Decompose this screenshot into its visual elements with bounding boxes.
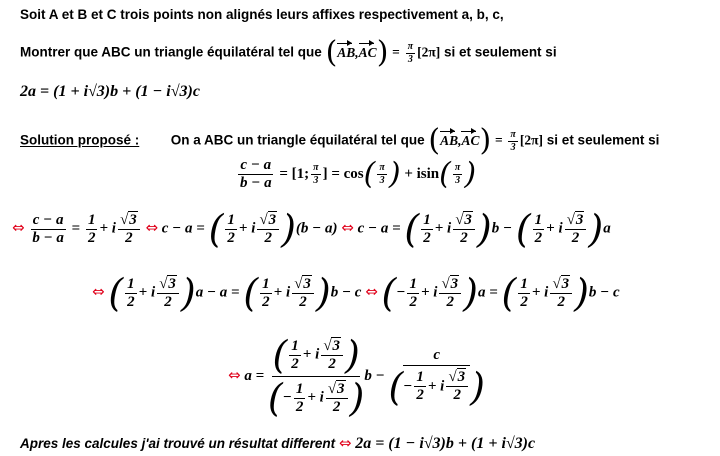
target-equation: 2a = (1 + i√3)b + (1 − i√3)c — [20, 83, 200, 100]
final-text: Apres les calcules j'ai trouvé un résultat different — [20, 436, 336, 451]
solution-line: Solution proposé : On a ABC un triangle équilatéral tel que (AB,AC) = $\frac{\pi}{3}$ [2π] si et seulement si — [20, 123, 660, 158]
question-line: Montrer que ABC un triangle équilatéral tel que (AB,AC) = $\frac{\pi}{3}$ [2π] si et seulement si — [20, 35, 557, 70]
angle-vectors: AB,AC — [337, 44, 377, 60]
left-paren: ( — [325, 35, 338, 70]
final-equation: 2a = (1 − i√3)b + (1 + i√3)c — [355, 435, 536, 452]
solution-label: Solution proposé : — [20, 132, 140, 148]
statement-line: Soit A et B et C trois points non alignés leurs affixes respectivement a, b, c, — [20, 7, 504, 22]
final-line: Apres les calcules j'ai trouvé un résultat different ⇔ 2a = (1 − i√3)b + (1 + i√3)c — [20, 434, 536, 452]
vector-ab: AB — [337, 44, 356, 60]
question-text: Montrer que ABC un triangle équilatéral tel que — [20, 44, 322, 60]
equation-2: ⇔ $\frac{c - a}{b - a}$ = $\frac{1}{2}$ + i $\frac{√3}{2}$ ⇔ c − a = ( $\frac{1}{2}$ + i $\frac{√3}{2}$ )(b − a) ⇔ c − a = ( $\frac{1}{2}$ + i $\frac{√3}{2}$ )b − ( $\frac{1}{2}$ + i $\frac{√3}{2}$ )a — [12, 207, 611, 251]
equation-4: ⇔ a = ( $\frac{1}{2}$ + i $\frac{√3}{2}$ ) (− $\frac{1}{2}$ + i $\frac{√3}{2}$ ) b − c (− $\frac{1}{2}$ + i $\frac{√3}{2}$ ) — [228, 333, 485, 420]
equation-3: ⇔ ( $\frac{1}{2}$ + i $\frac{√3}{2}$ )a − a = ( $\frac{1}{2}$ + i $\frac{√3}{2}$ )b − c ⇔ (− $\frac{1}{2}$ + i $\frac{√3}{2}$ )a = ( $\frac{1}{2}$ + i $\frac{√3}{2}$ )b − c — [92, 271, 620, 315]
equation-1: $\frac{c - a}{b - a}$ = [1; $\frac{\pi}{3}$ ] = cos( $\frac{\pi}{3}$ ) + isin( $\frac{\pi}{3}$ ) — [240, 156, 477, 192]
pi-over-3: $\frac{\pi}{3}$ — [407, 40, 414, 65]
vector-ac: AC — [358, 44, 377, 60]
equivalence-arrow: ⇔ — [12, 218, 25, 237]
